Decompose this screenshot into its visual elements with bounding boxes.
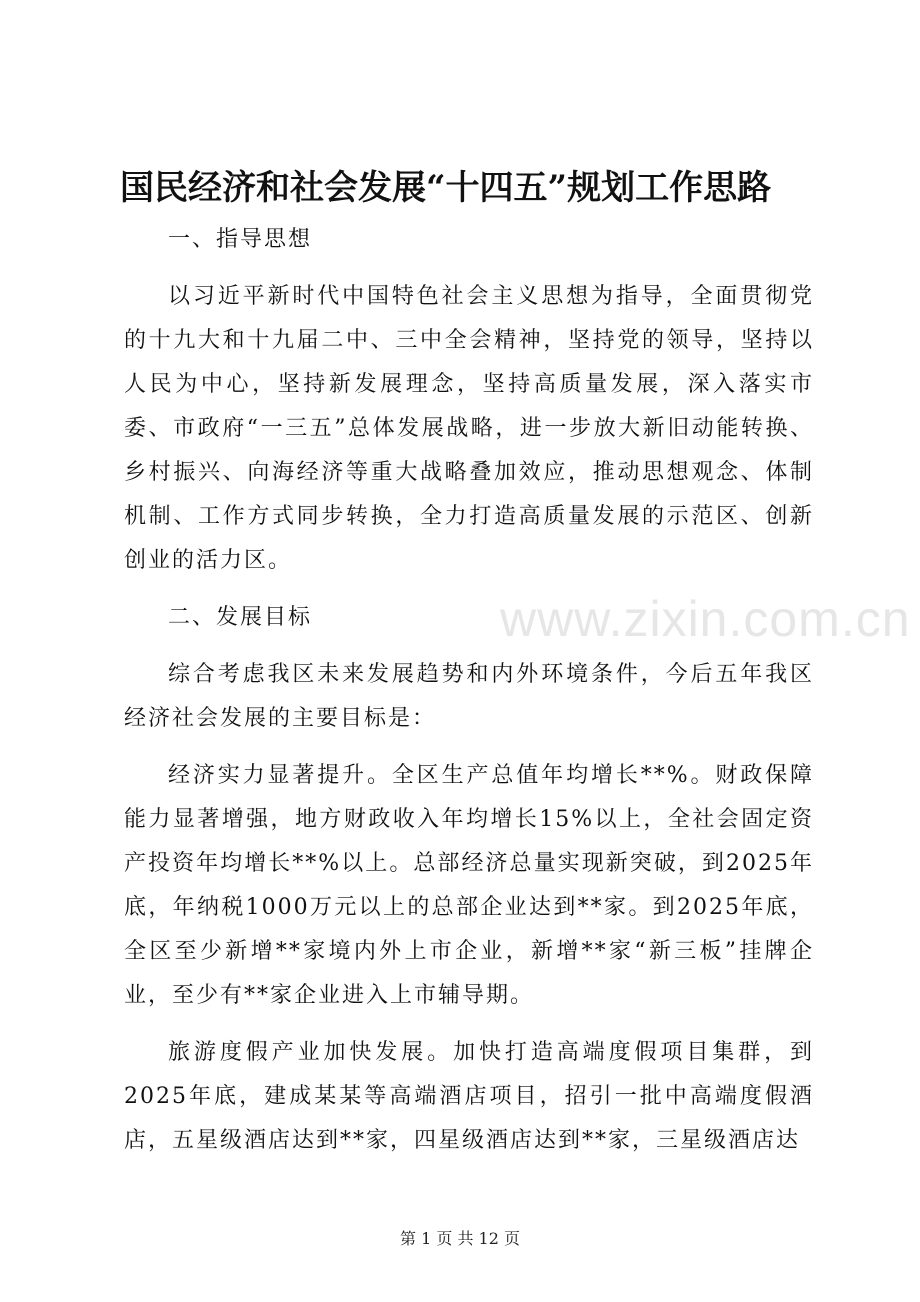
watermark: www.zixin.com.cn bbox=[500, 591, 911, 647]
paragraph-economic-strength: 经济实力显著提升。全区生产总值年均增长**%。财政保障能力显著增强，地方财政收入年均增长15%以上，全社会固定资产投资年均增长**%以上。总部经济总量实现新突破，到2025年底，年纳税1000万元以上的总部企业达到**家。到2025年底，全区至少新增**家境内外上市企业，新增**家“新三板”挂牌企业，至少有**家企业进入上市辅导期。 bbox=[124, 763, 814, 1008]
section-heading-development-goals: 二、发展目标 bbox=[168, 605, 313, 630]
document-body bbox=[124, 218, 814, 1176]
section-heading-guiding-thought: 一、指导思想 bbox=[168, 227, 313, 252]
page-footer: 第 1 页 共 12 页 bbox=[400, 1229, 520, 1248]
document-title: 国民经济和社会发展“十四五”规划工作思路 bbox=[120, 168, 772, 208]
paragraph-goals-intro: 综合考虑我区未来发展趋势和内外环境条件，今后五年我区经济社会发展的主要目标是： bbox=[124, 662, 814, 731]
paragraph-tourism: 旅游度假产业加快发展。加快打造高端度假项目集群，到2025年底，建成某某等高端酒店项目，招引一批中高端度假酒店，五星级酒店达到**家，四星级酒店达到**家，三星级酒店达 bbox=[124, 1040, 814, 1153]
paragraph-guiding-thought: 以习近平新时代中国特色社会主义思想为指导，全面贯彻党的十九大和十九届二中、三中全会精神，坚持党的领导，坚持以人民为中心，坚持新发展理念，坚持高质量发展，深入落实市委、市政府“一三五”总体发展战略，进一步放大新旧动能转换、乡村振兴、向海经济等重大战略叠加效应，推动思想观念、体制机制、工作方式同步转换，全力打造高质量发展的示范区、创新创业的活力区。 bbox=[124, 284, 814, 573]
